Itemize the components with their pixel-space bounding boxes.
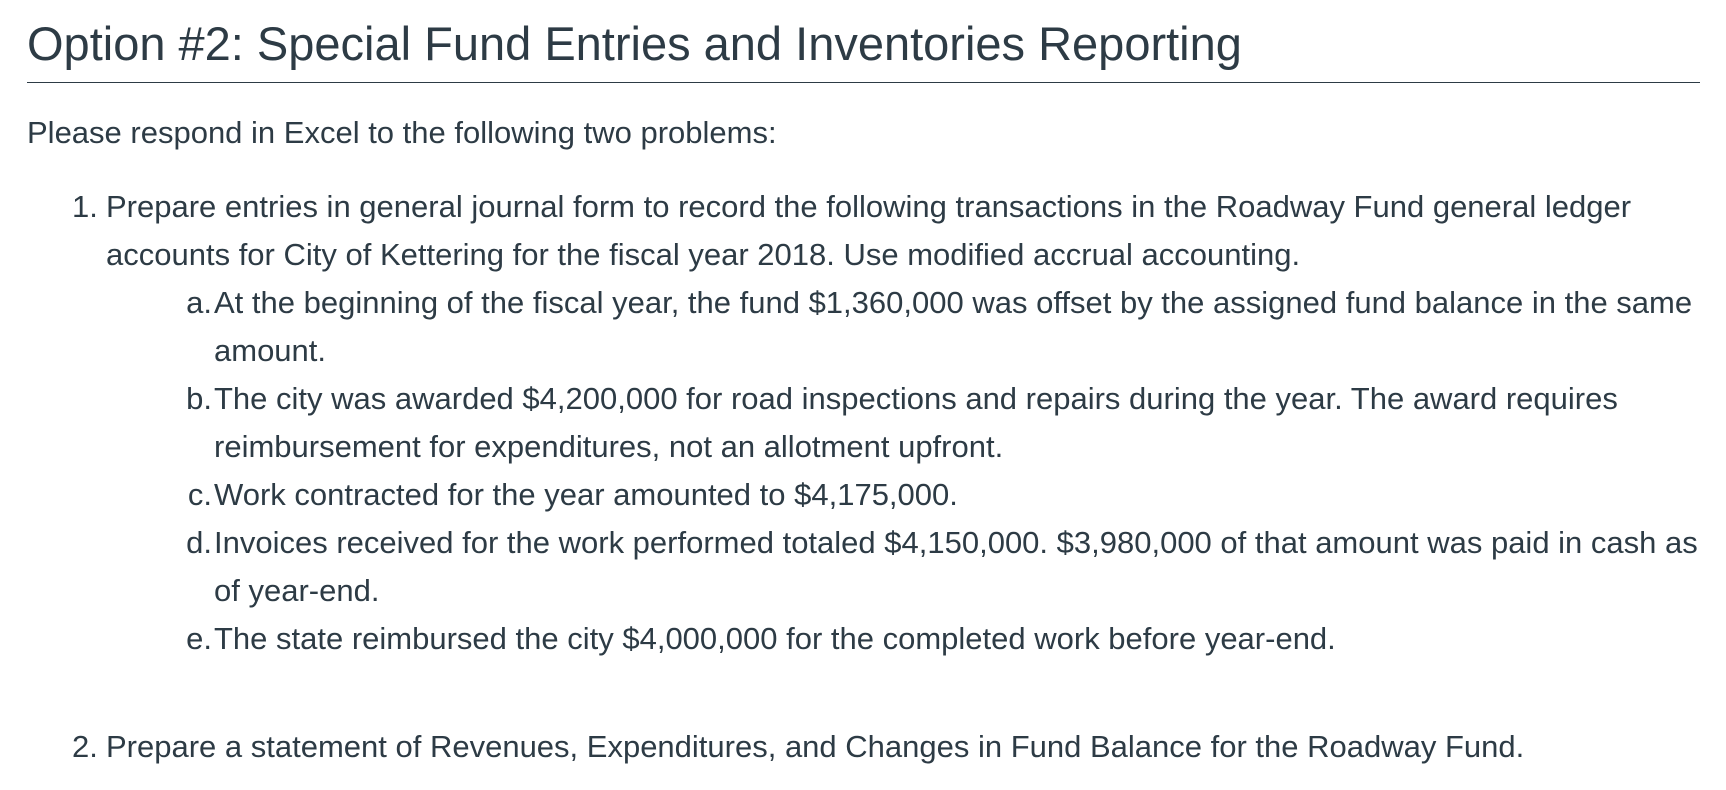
problem-2-number: 2. (72, 729, 98, 764)
transaction-c-text: Work contracted for the year amounted to $4,175,000. (214, 477, 958, 512)
transaction-e-text: The state reimbursed the city $4,000,000 for the completed work before year-end. (214, 621, 1336, 656)
transaction-a (106, 279, 1700, 375)
transaction-d (106, 519, 1700, 615)
intro-text: Please respond in Excel to the following two problems: (27, 115, 777, 150)
problem-1-text: Prepare entries in general journal form to record the following transactions in the Roadway Fund general ledger accounts for City of Kettering for the fiscal year 2018. Use modified accrual accounting. (106, 189, 1632, 272)
problem-1-number: 1. (72, 189, 98, 224)
transaction-e (106, 615, 1700, 663)
problem-2-text: Prepare a statement of Revenues, Expenditures, and Changes in Fund Balance for the Roadway Fund. (106, 729, 1525, 764)
transaction-a-marker: a. (186, 285, 212, 320)
page-title: Option #2: Special Fund Entries and Inventories Reporting (27, 17, 1242, 70)
transaction-b-marker: b. (186, 381, 212, 416)
title-divider (27, 82, 1700, 83)
transaction-d-text: Invoices received for the work performed totaled $4,150,000. $3,980,000 of that amount was paid in cash as of year-end. (214, 525, 1698, 608)
transaction-c-marker: c. (187, 477, 212, 512)
transaction-list (106, 279, 1700, 663)
transaction-b (106, 375, 1700, 471)
problem-2 (27, 723, 1700, 771)
transaction-c (106, 471, 1700, 519)
problem-1 (27, 183, 1700, 663)
transaction-d-marker: d. (186, 525, 212, 560)
problem-list (27, 183, 1700, 771)
transaction-a-text: At the beginning of the fiscal year, the fund $1,360,000 was offset by the assigned fund balance in the same amount. (214, 285, 1693, 368)
transaction-e-marker: e. (186, 621, 212, 656)
transaction-b-text: The city was awarded $4,200,000 for road inspections and repairs during the year. The award requires reimbursement for expenditures, not an allotment upfront. (214, 381, 1618, 464)
